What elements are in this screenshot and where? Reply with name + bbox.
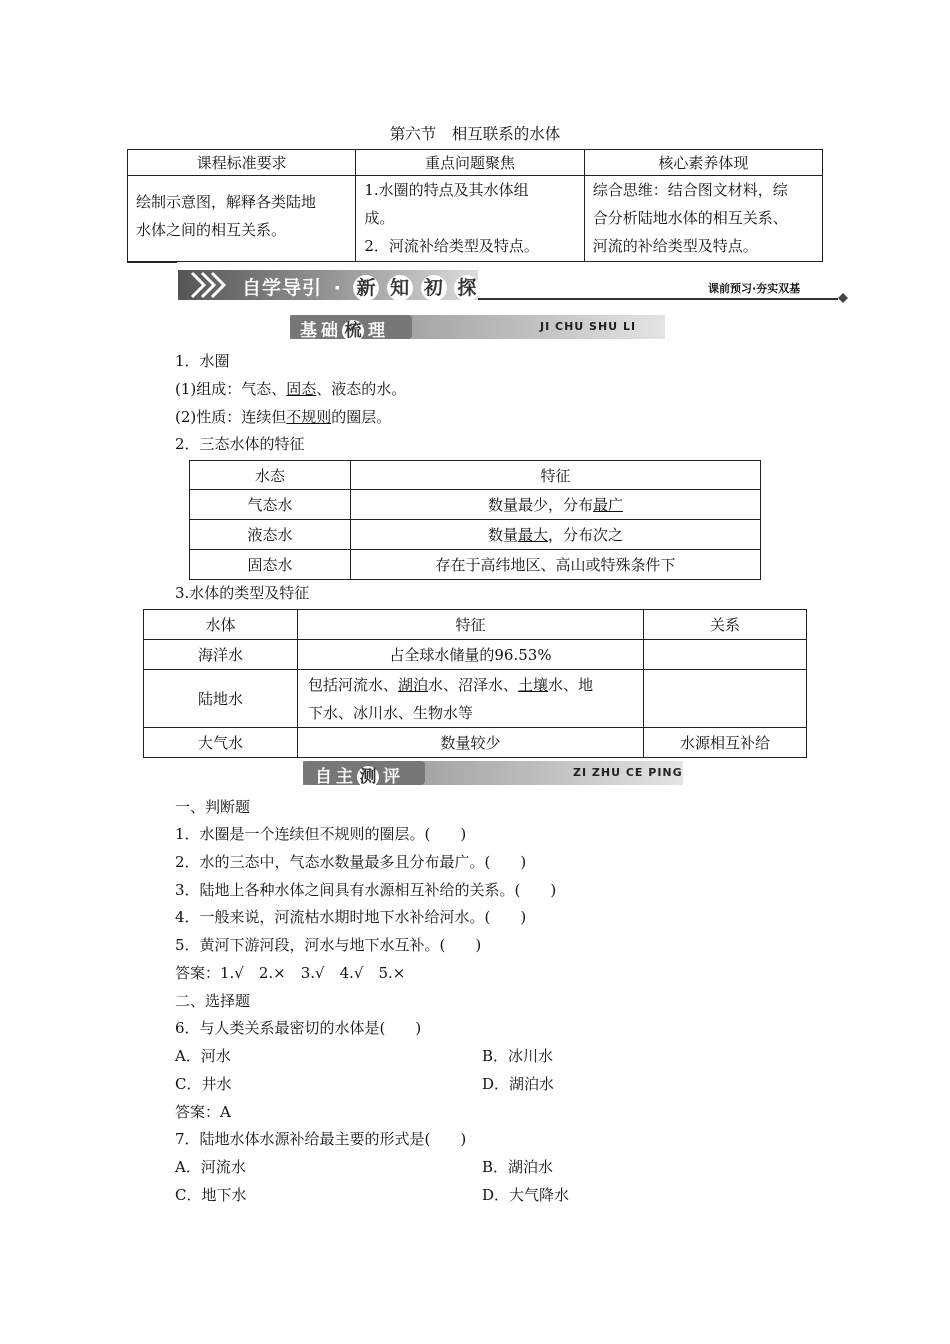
text: 数量: [487, 526, 518, 544]
banner-main-left: 自学导引: [242, 277, 323, 299]
std-header-3: 核心素养体现: [584, 150, 822, 176]
wt-feature: [298, 670, 644, 728]
underlined-answer: 土壤: [518, 675, 549, 694]
choice-question: 6．与人类关系最密切的水体是( ): [175, 1019, 422, 1037]
wt-feature-line: [308, 671, 643, 699]
underlined-answer: 固态: [286, 380, 317, 398]
underlined-answer: 最广: [593, 496, 624, 514]
std-cell-2-line: 成。: [364, 209, 395, 227]
judge-question: 2．水的三态中，气态水数量最多且分布最广。( ): [175, 853, 527, 871]
option-b: B．冰川水: [482, 1047, 554, 1065]
banner-main-char: 初: [421, 275, 447, 301]
choice-answer: 答案：A: [175, 1103, 231, 1121]
wt-header-3: 关系: [644, 610, 807, 640]
judge-answer: 答案：1.√ 2.× 3.√ 4.√ 5.×: [175, 964, 406, 982]
std-cell-3-line: 河流的补给类型及特点。: [592, 237, 758, 255]
choice-section-title: 二、选择题: [175, 992, 251, 1010]
ts-state: 液态水: [190, 520, 351, 550]
option-c: C．井水: [175, 1075, 232, 1093]
banner-tag: 课前预习·夯实双基: [708, 282, 801, 295]
judge-question: 3．陆地上各种水体之间具有水源相互补给的关系。( ): [175, 881, 557, 899]
banner-basics-char: 础: [321, 321, 342, 341]
wt-relation: [644, 670, 807, 728]
ts-state: 固态水: [190, 550, 351, 580]
standards-table: [127, 149, 823, 262]
judge-section-title: 一、判断题: [175, 798, 251, 816]
option-b: B．湖泊水: [482, 1158, 554, 1176]
option-a: A．河流水: [175, 1158, 246, 1176]
option-c: C．地下水: [175, 1186, 247, 1204]
wt-feature: 占全球水储量的96.53%: [298, 640, 644, 670]
ts-feature: [351, 490, 761, 520]
banner-self-study: [178, 270, 478, 300]
std-cell-2-line: 1.水圈的特点及其水体组: [364, 181, 529, 199]
banner-basics-pinyin: JI CHU SHU LI: [540, 320, 637, 333]
option-a: A．河水: [175, 1047, 231, 1065]
std-cell-2-line: 2．河流补给类型及特点。: [364, 237, 539, 255]
underlined-answer: 湖泊: [398, 675, 429, 694]
water-sphere-property: [175, 406, 391, 427]
banner-test-pinyin: ZI ZHU CE PING: [573, 766, 683, 779]
text: 水、沼泽水、: [428, 675, 519, 694]
banner-main-char: 知: [387, 275, 413, 301]
section-water-types: 3.水体的类型及特征: [175, 584, 310, 602]
text: 、液态的水。: [316, 380, 407, 398]
ts-header-2: 特征: [351, 461, 761, 490]
ts-state: 气态水: [190, 490, 351, 520]
wt-relation: 水源相互补给: [644, 728, 807, 758]
banner-test-char-highlight: 测: [357, 766, 379, 788]
underlined-answer: 最大: [517, 526, 548, 544]
wt-header-2: 特征: [298, 610, 644, 640]
choice-question: 7．陆地水体水源补给最主要的形式是( ): [175, 1130, 467, 1148]
text: 数量最少，分布: [487, 496, 593, 514]
text: 的圈层。: [331, 408, 392, 426]
three-state-table: [189, 460, 761, 580]
banner-basics-char-highlight: 梳: [342, 320, 364, 342]
wt-name: 大气水: [144, 728, 298, 758]
banner-main-char: 探: [454, 275, 480, 301]
ts-header-1: 水态: [190, 461, 351, 490]
banner-main-char: 新: [353, 275, 379, 301]
wt-name: 陆地水: [144, 670, 298, 728]
banner-test-char: 主: [336, 767, 357, 787]
ts-feature: [351, 520, 761, 550]
wt-relation: [644, 640, 807, 670]
table-underline: [127, 262, 177, 263]
std-cell-3: [584, 176, 822, 262]
text: 包括河流水、: [308, 675, 399, 694]
banner-basics-char: 理: [368, 321, 389, 341]
banner-test-char: 评: [383, 767, 404, 787]
page-title: 第六节 相互联系的水体: [389, 125, 561, 143]
std-header-1: 课程标准要求: [128, 150, 356, 176]
text: ，分布次之: [548, 526, 624, 544]
wt-name: 海洋水: [144, 640, 298, 670]
chevron-arrows-icon: [188, 270, 228, 304]
std-cell-3-line: 合分析陆地水体的相互关系、: [592, 209, 788, 227]
std-header-2: 重点问题聚焦: [356, 150, 584, 176]
std-cell-1-line: 绘制示意图，解释各类陆地: [136, 193, 317, 211]
std-cell-2: [356, 176, 584, 262]
ts-feature: 存在于高纬地区、高山或特殊条件下: [351, 550, 761, 580]
banner-self-test: [303, 761, 683, 785]
underlined-answer: 不规则: [286, 408, 332, 426]
banner-test-char: 自: [315, 767, 336, 787]
judge-question: 5．黄河下游河段，河水与地下水互补。( ): [175, 936, 482, 954]
wt-feature-line: 下水、冰川水、生物水等: [308, 703, 474, 722]
diamond-icon: [838, 289, 848, 307]
water-sphere-composition: [175, 378, 406, 399]
banner-main-dot: ·: [333, 277, 342, 299]
text: (1)组成：气态、: [175, 380, 287, 398]
std-cell-1-line: 水体之间的相互关系。: [136, 221, 287, 239]
judge-question: 4．一般来说，河流枯水期时地下水补给河水。( ): [175, 908, 527, 926]
banner-basics-char: 基: [300, 321, 321, 341]
wt-feature: 数量较少: [298, 728, 644, 758]
wt-header-1: 水体: [144, 610, 298, 640]
std-cell-3-line: 综合思维：结合图文材料，综: [592, 181, 788, 199]
judge-question: 1．水圈是一个连续但不规则的圈层。( ): [175, 825, 467, 843]
banner-basics: [290, 315, 665, 339]
water-type-table: [143, 609, 807, 758]
option-d: D．大气降水: [482, 1186, 570, 1204]
banner-rule: [478, 298, 838, 300]
section-water-sphere: 1．水圈: [175, 352, 230, 370]
section-three-states: 2．三态水体的特征: [175, 435, 305, 453]
text: (2)性质：连续但: [175, 408, 287, 426]
option-d: D．湖泊水: [482, 1075, 555, 1093]
std-cell-1: [128, 176, 356, 262]
text: 水、地: [548, 675, 594, 694]
